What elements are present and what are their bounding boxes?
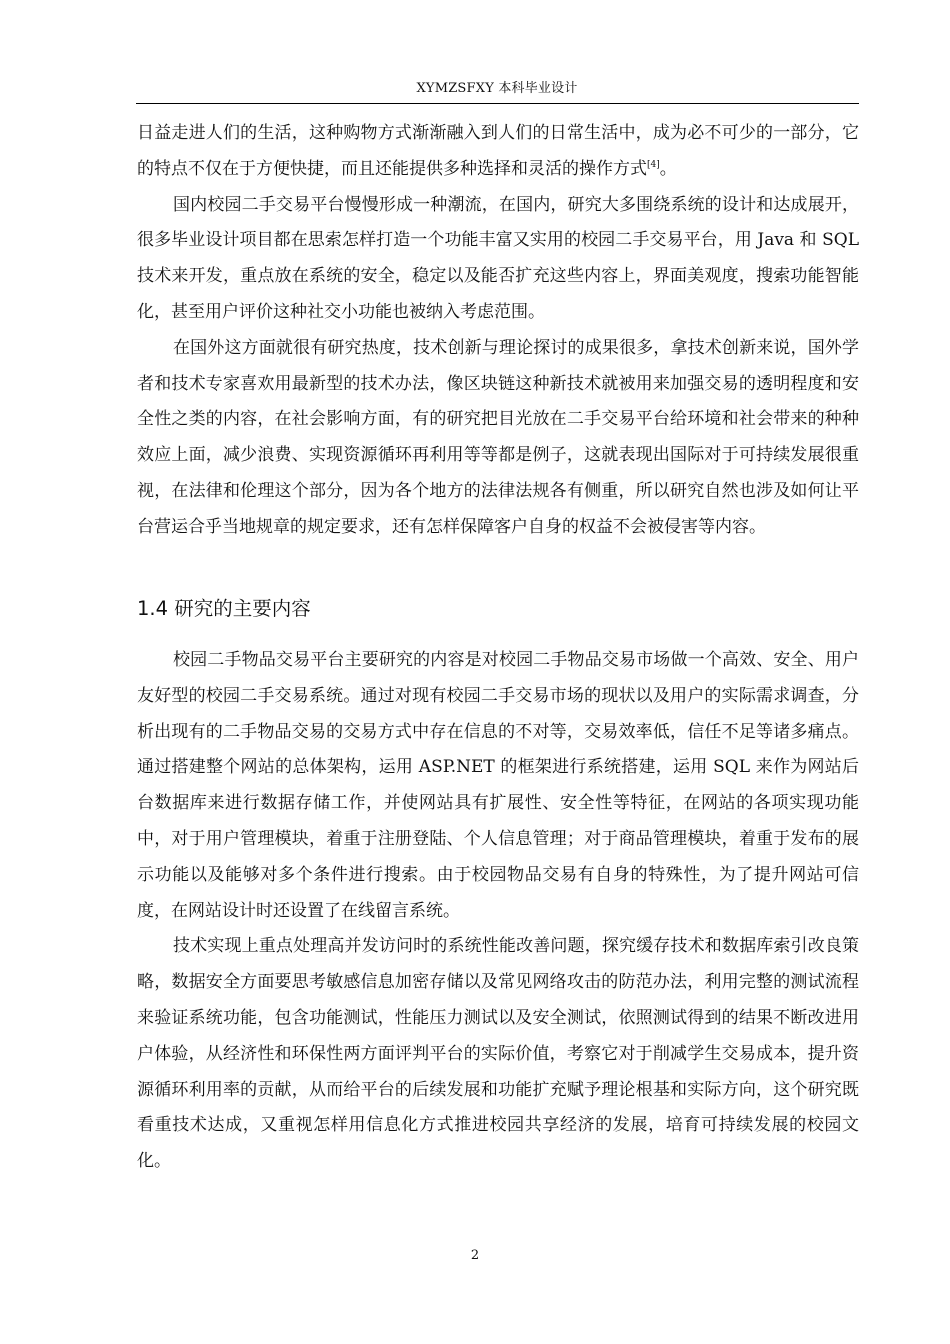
intro-paragraph-1 (137, 116, 859, 188)
intro-section (137, 116, 859, 546)
main-paragraph-1: 校园二手物品交易平台主要研究的内容是对校园二手物品交易市场做一个高效、安全、用户友好型的校园二手交易系统。通过对现有校园二手交易市场的现状以及用户的实际需求调查，分析出现有的二手物品交易的交易方式中存在信息的不对等，交易效率低，信任不足等诸多痛点。通过搭建整个网站的总体架构，运用 ASP.NET 的框架进行系统搭建，运用 SQL 来作为网站后台数据库来进行数据存储工作，并使网站具有扩展性、安全性等特征，在网站的各项实现功能中，对于用户管理模块，着重于注册登陆、个人信息管理；对于商品管理模块，着重于发布的展示功能以及能够对多个条件进行搜索。由于校园物品交易有自身的特殊性，为了提升网站可信度，在网站设计时还设置了在线留言系统。 (137, 650, 859, 921)
intro-paragraph-2: 国内校园二手交易平台慢慢形成一种潮流，在国内，研究大多围绕系统的设计和达成展开，很多毕业设计项目都在思索怎样打造一个功能丰富又实用的校园二手交易平台，用 Java 和 SQL 技术来开发，重点放在系统的安全，稳定以及能否扩充这些内容上，界面美观度，搜索功能智能化，甚至用户评价这种社交小功能也被纳入考虑范围。 (137, 194, 859, 322)
intro-paragraph-3: 在国外这方面就很有研究热度，技术创新与理论探讨的成果很多，拿技术创新来说，国外学者和技术专家喜欢用最新型的技术办法，像区块链这种新技术就被用来加强交易的透明程度和安全性之类的内容，在社会影响方面，有的研究把目光放在二手交易平台给环境和社会带来的种种效应上面，减少浪费、实现资源循环再利用等等都是例子，这就表现出国际对于可持续发展很重视，在法律和伦理这个部分，因为各个地方的法律法规各有侧重，所以研究自然也涉及如何让平台营运合乎当地规章的规定要求，还有怎样保障客户自身的权益不会被侵害等内容。 (137, 337, 859, 537)
intro-paragraph-1-text: 日益走进人们的生活，这种购物方式渐渐融入到人们的日常生活中，成为必不可少的一部分，它的特点不仅在于方便快捷，而且还能提供多种选择和灵活的操作方式 (137, 123, 859, 179)
intro-paragraph-1-end: 。 (659, 158, 677, 179)
main-paragraph-2: 技术实现上重点处理高并发访问时的系统性能改善问题，探究缓存技术和数据库索引改良策略，数据安全方面要思考敏感信息加密存储以及常见网络攻击的防范办法，利用完整的测试流程来验证系统功能，包含功能测试，性能压力测试以及安全测试，依照测试得到的结果不断改进用户体验，从经济性和环保性两方面评判平台的实际价值，考察它对于削减学生交易成本，提升资源循环利用率的贡献，从而给平台的后续发展和功能扩充赋予理论根基和实际方向，这个研究既看重技术达成，又重视怎样用信息化方式推进校园共享经济的发展，培育可持续发展的校园文化。 (137, 936, 859, 1172)
page-number: 2 (470, 1248, 480, 1263)
citation-ref: [4] (647, 159, 660, 170)
section-heading: 1.4 研究的主要内容 (137, 597, 311, 620)
header-divider (136, 103, 859, 104)
running-header: XYMZSFXY 本科毕业设计 (416, 81, 578, 96)
main-section (137, 643, 859, 1180)
